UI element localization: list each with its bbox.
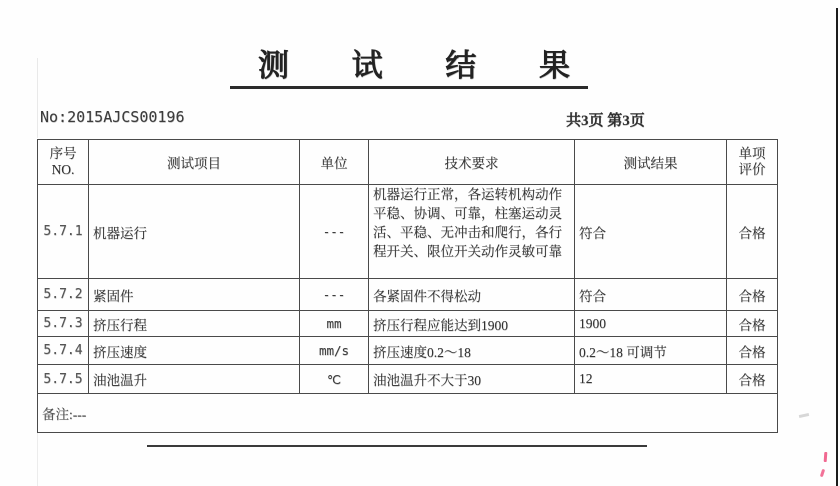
table-row xyxy=(38,279,778,311)
table-header-row xyxy=(38,140,778,185)
cell-no: 5.7.4 xyxy=(38,337,89,365)
cell-item: 油池温升 xyxy=(89,365,300,394)
table-row xyxy=(38,337,778,365)
header-no-line1: 序号 xyxy=(49,146,77,161)
red-pen-mark-artifact xyxy=(820,469,825,478)
cell-result: 符合 xyxy=(575,185,727,279)
cell-result: 1900 xyxy=(575,311,727,337)
cell-unit: --- xyxy=(300,279,369,311)
cell-item: 机器运行 xyxy=(89,185,300,279)
cell-evaluation: 合格 xyxy=(727,365,778,394)
cell-requirement: 挤压行程应能达到1900 xyxy=(369,311,575,337)
title-char: 测 xyxy=(258,47,289,83)
table-row xyxy=(38,311,778,337)
title-char: 试 xyxy=(351,47,383,83)
cell-no: 5.7.1 xyxy=(38,185,89,279)
cell-unit: mm xyxy=(300,311,369,337)
title-char: 果 xyxy=(538,47,570,83)
header-eval-line1: 单项 xyxy=(738,146,766,161)
cell-no: 5.7.3 xyxy=(38,311,89,337)
cell-unit: mm/s xyxy=(300,337,369,365)
red-pen-mark-artifact xyxy=(824,452,828,462)
cell-evaluation: 合格 xyxy=(727,311,778,337)
cell-unit: --- xyxy=(300,185,369,279)
header-requirement: 技术要求 xyxy=(369,140,575,185)
header-evaluation xyxy=(727,140,778,185)
cell-requirement: 各紧固件不得松动 xyxy=(369,279,575,311)
cell-evaluation: 合格 xyxy=(727,337,778,365)
cell-result: 符合 xyxy=(575,279,727,311)
cell-item: 紧固件 xyxy=(89,279,300,311)
title-char: 结 xyxy=(445,47,477,83)
cell-result: 0.2～18 可调节 xyxy=(575,337,727,365)
cell-result: 12 xyxy=(575,365,727,394)
header-item: 测试项目 xyxy=(89,140,300,185)
header-unit: 单位 xyxy=(300,140,369,185)
document-number: No:2015AJCS00196 xyxy=(40,108,185,126)
page-title xyxy=(258,42,570,82)
scan-fold-artifact xyxy=(37,432,38,486)
remark-cell: 备注:--- xyxy=(38,394,778,433)
cell-item: 挤压速度 xyxy=(89,337,300,365)
cell-no: 5.7.2 xyxy=(38,279,89,311)
title-underline xyxy=(230,86,588,89)
cell-requirement: 油池温升不大于30 xyxy=(369,365,575,394)
remark-row xyxy=(38,394,778,433)
table-row xyxy=(38,365,778,394)
cell-requirement: 挤压速度0.2～18 xyxy=(369,337,575,365)
test-results-table xyxy=(37,139,778,433)
header-no xyxy=(38,140,89,185)
footer-rule xyxy=(147,445,647,447)
cell-item: 挤压行程 xyxy=(89,311,300,337)
cell-no: 5.7.5 xyxy=(38,365,89,394)
header-result: 测试结果 xyxy=(575,140,727,185)
cell-evaluation: 合格 xyxy=(727,279,778,311)
cell-requirement: 机器运行正常，各运转机构动作平稳、协调、可靠，柱塞运动灵活、平稳、无冲击和爬行，各行程开关、限位开关动作灵敏可靠 xyxy=(369,185,575,279)
cell-evaluation: 合格 xyxy=(727,185,778,279)
scan-speck-artifact xyxy=(799,413,809,418)
header-eval-line2: 评价 xyxy=(738,162,766,177)
header-no-line2: NO. xyxy=(51,162,75,177)
cell-unit: ℃ xyxy=(300,365,369,394)
scan-edge-artifact xyxy=(836,8,838,486)
page-count-label: 共3页 第3页 xyxy=(566,113,645,129)
table-row xyxy=(38,185,778,279)
scan-fold-artifact xyxy=(37,58,38,138)
